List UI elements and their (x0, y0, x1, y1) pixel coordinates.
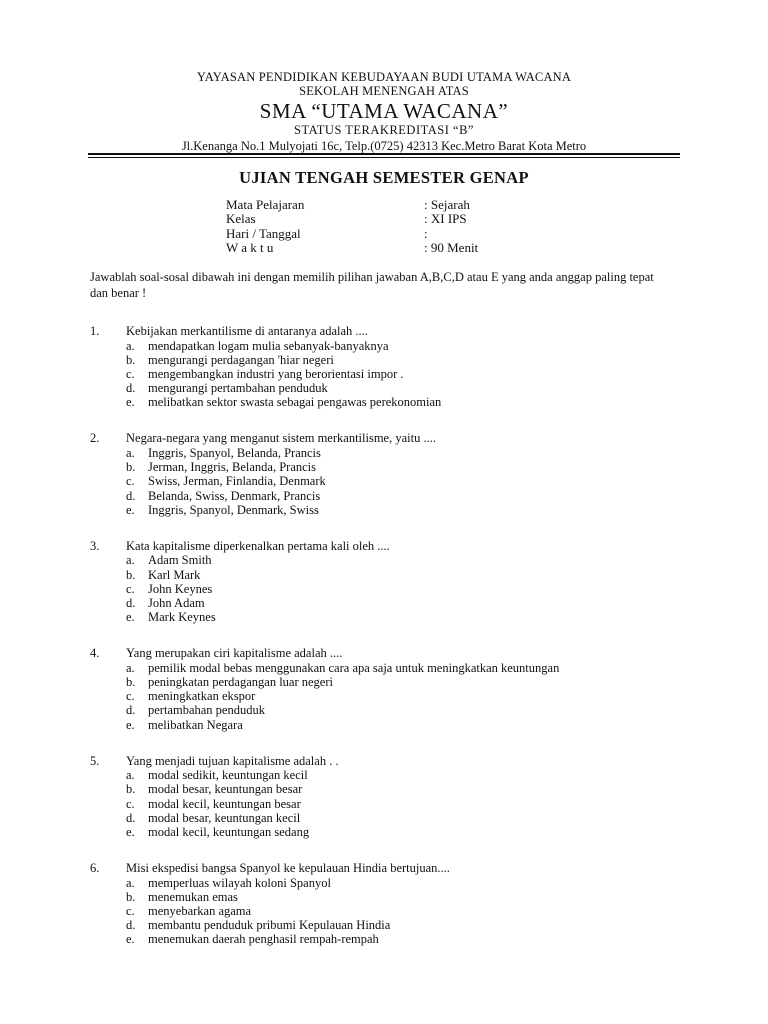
answer-option (90, 890, 690, 904)
option-letter: e. (126, 717, 135, 732)
option-letter: c. (126, 366, 135, 381)
answer-option (90, 446, 690, 460)
question-item (90, 646, 690, 731)
answer-option (90, 825, 690, 839)
question-number: 6. (90, 861, 100, 876)
option-text: melibatkan sektor swasta sebagai pengawas perekonomian (148, 395, 442, 410)
letterhead-divider-thick (88, 153, 680, 155)
question-text: Negara-negara yang menganut sistem merkantilisme, yaitu .... (126, 431, 436, 446)
info-value: : XI IPS (424, 211, 467, 227)
option-text: Belanda, Swiss, Denmark, Prancis (148, 488, 321, 503)
letterhead (88, 70, 680, 153)
option-letter: b. (126, 782, 136, 797)
answer-option (90, 782, 690, 796)
info-label: Kelas (226, 211, 256, 227)
option-letter: b. (126, 352, 136, 367)
question-line (90, 646, 690, 661)
option-letter: d. (126, 810, 136, 825)
question-number: 4. (90, 646, 100, 661)
option-text: Karl Mark (148, 567, 201, 582)
answer-option (90, 689, 690, 703)
answer-option (90, 610, 690, 624)
info-value: : 90 Menit (424, 240, 479, 256)
question-line (90, 324, 690, 339)
option-text: memperluas wilayah koloni Spanyol (148, 875, 331, 890)
option-text: mengurangi pertambahan penduduk (148, 381, 328, 396)
answer-option (90, 395, 690, 409)
question-text: Kata kapitalisme diperkenalkan pertama kali oleh .... (126, 538, 390, 553)
option-letter: e. (126, 932, 135, 947)
option-text: menemukan daerah penghasil rempah-rempah (148, 932, 379, 947)
answer-option (90, 675, 690, 689)
option-text: meningkatkan ekspor (148, 689, 256, 704)
option-letter: d. (126, 488, 136, 503)
answer-option (90, 703, 690, 717)
school-level: SEKOLAH MENENGAH ATAS (299, 84, 469, 98)
option-text: pemilik modal bebas menggunakan cara apa saja untuk meningkatkan keuntungan (148, 660, 560, 675)
option-text: Jerman, Inggris, Belanda, Prancis (148, 460, 317, 475)
question-line (90, 861, 690, 876)
question-item (90, 324, 690, 409)
answer-option (90, 876, 690, 890)
answer-option (90, 797, 690, 811)
option-letter: d. (126, 918, 136, 933)
option-letter: c. (126, 904, 135, 919)
answer-option (90, 661, 690, 675)
option-text: John Keynes (148, 581, 213, 596)
option-text: mengembangkan industri yang berorientasi impor . (148, 366, 404, 381)
answer-option (90, 381, 690, 395)
answer-option (90, 339, 690, 353)
question-list (90, 324, 690, 969)
answer-option (90, 718, 690, 732)
option-text: modal kecil, keuntungan sedang (148, 825, 310, 839)
option-letter: c. (126, 796, 135, 811)
answer-option (90, 904, 690, 918)
option-text: menyebarkan agama (148, 904, 252, 919)
option-letter: e. (126, 610, 135, 625)
option-letter: b. (126, 567, 136, 582)
option-text: menemukan emas (148, 889, 238, 904)
option-text: membantu penduduk pribumi Kepulauan Hindia (148, 918, 391, 933)
answer-option (90, 568, 690, 582)
option-text: Swiss, Jerman, Finlandia, Denmark (148, 474, 326, 489)
exam-title: UJIAN TENGAH SEMESTER GENAP (239, 168, 529, 187)
option-text: Inggris, Spanyol, Belanda, Prancis (148, 445, 321, 460)
option-letter: c. (126, 689, 135, 704)
option-text: Inggris, Spanyol, Denmark, Swiss (148, 502, 319, 517)
answer-option (90, 353, 690, 367)
question-line (90, 754, 690, 769)
answer-option (90, 460, 690, 474)
answer-option (90, 932, 690, 946)
option-text: Mark Keynes (148, 610, 216, 625)
info-label: Hari / Tanggal (226, 225, 301, 241)
answer-option (90, 367, 690, 381)
info-value: : Sejarah (424, 197, 470, 212)
question-item (90, 861, 690, 946)
question-text: Yang menjadi tujuan kapitalisme adalah . . (126, 753, 339, 768)
question-item (90, 431, 690, 516)
question-number: 3. (90, 538, 100, 553)
answer-option (90, 474, 690, 488)
question-number: 5. (90, 753, 100, 768)
option-letter: a. (126, 338, 135, 353)
question-number: 1. (90, 324, 100, 338)
instructions: Jawablah soal-sosal dibawah ini dengan memilih pilihan jawaban A,B,C,D atau E yang anda anggap paling tepat dan benar ! (90, 270, 654, 300)
option-text: melibatkan Negara (148, 717, 243, 732)
foundation-name: YAYASAN PENDIDIKAN KEBUDAYAAN BUDI UTAMA WACANA (196, 70, 572, 84)
answer-option (90, 503, 690, 517)
option-text: mengurangi perdagangan 'hiar negeri (148, 352, 334, 367)
accreditation-status: STATUS TERAKREDITASI “B” (294, 123, 474, 137)
answer-option (90, 918, 690, 932)
option-letter: d. (126, 381, 136, 396)
option-letter: b. (126, 889, 136, 904)
question-text: Misi ekspedisi bangsa Spanyol ke kepulauan Hindia bertujuan.... (126, 861, 450, 876)
question-number: 2. (90, 431, 100, 446)
option-letter: b. (126, 460, 136, 475)
question-item (90, 754, 690, 839)
option-letter: c. (126, 581, 135, 596)
option-text: mendapatkan logam mulia sebanyak-banyaknya (148, 338, 389, 353)
option-text: John Adam (148, 595, 205, 610)
letterhead-divider-thin (88, 157, 680, 158)
option-letter: d. (126, 703, 136, 718)
school-address: Jl.Kenanga No.1 Mulyojati 16c, Telp.(0725) 42313 Kec.Metro Barat Kota Metro (181, 139, 587, 153)
answer-option (90, 553, 690, 567)
info-label: Mata Pelajaran (226, 197, 305, 212)
answer-option (90, 811, 690, 825)
school-name: SMA “UTAMA WACANA” (259, 99, 509, 123)
option-text: pertambahan penduduk (148, 703, 265, 718)
info-label: W a k t u (226, 240, 274, 256)
option-letter: e. (126, 502, 135, 517)
answer-option (90, 596, 690, 610)
option-text: modal besar, keuntungan besar (148, 782, 303, 797)
option-text: modal besar, keuntungan kecil (148, 810, 301, 825)
answer-option (90, 582, 690, 596)
option-letter: e. (126, 825, 135, 839)
option-text: Adam Smith (148, 553, 212, 568)
option-letter: d. (126, 595, 136, 610)
question-text: Yang merupakan ciri kapitalisme adalah .... (126, 646, 343, 661)
option-letter: a. (126, 660, 135, 675)
option-text: peningkatan perdagangan luar negeri (148, 675, 333, 689)
question-text: Kebijakan merkantilisme di antaranya adalah .... (126, 324, 368, 338)
question-line (90, 431, 690, 446)
option-letter: a. (126, 445, 135, 460)
option-letter: a. (126, 553, 135, 568)
option-text: modal kecil, keuntungan besar (148, 796, 301, 811)
answer-option (90, 768, 690, 782)
question-item (90, 539, 690, 624)
question-line (90, 539, 690, 554)
info-value: : (424, 225, 428, 241)
option-text: modal sedikit, keuntungan kecil (148, 768, 308, 783)
option-letter: e. (126, 395, 135, 410)
option-letter: b. (126, 675, 136, 689)
option-letter: c. (126, 474, 135, 489)
option-letter: a. (126, 875, 135, 890)
answer-option (90, 489, 690, 503)
option-letter: a. (126, 768, 135, 783)
